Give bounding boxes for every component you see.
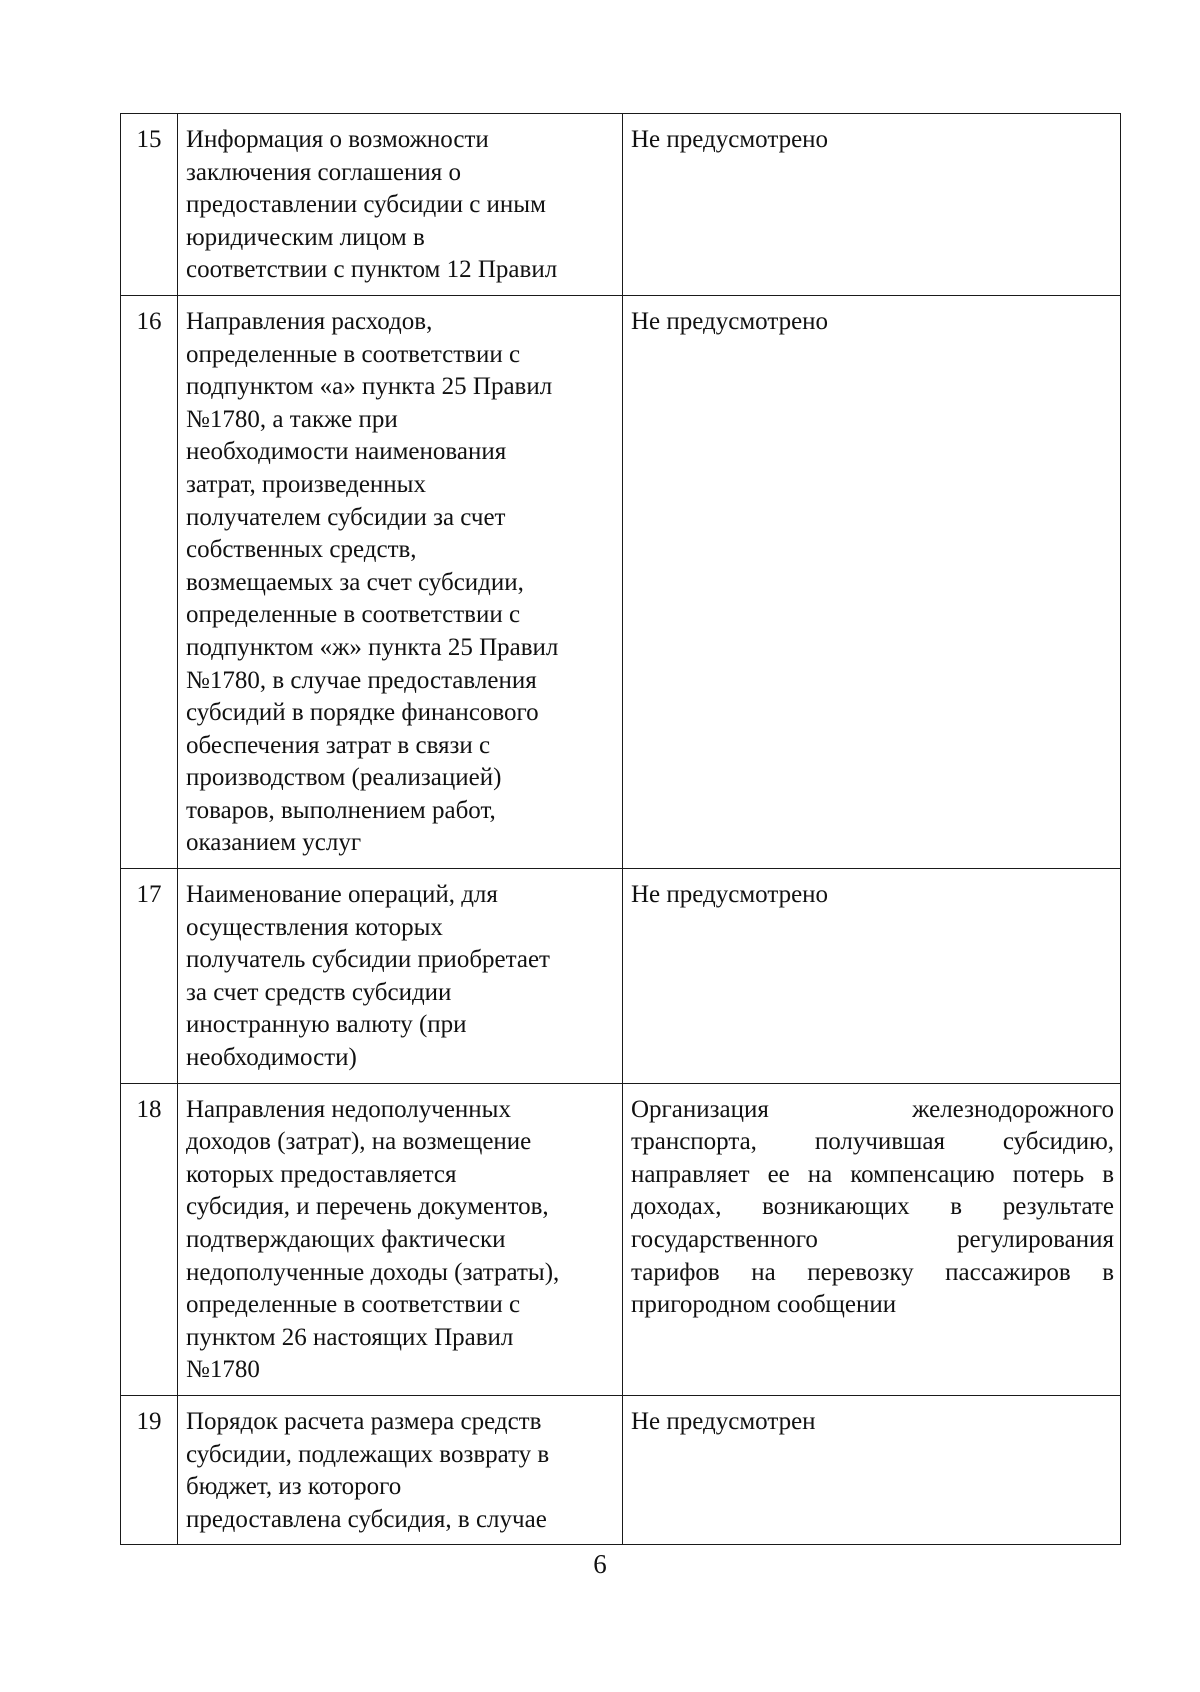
table-row <box>121 1395 1121 1544</box>
text-line: подтверждающих фактически <box>186 1226 506 1253</box>
text-line: предоставлена субсидия, в случае <box>186 1505 547 1533</box>
text-line: которых предоставляется <box>186 1160 457 1188</box>
text-line: Организация железнодорожного <box>631 1095 1114 1123</box>
text-line: тарифов на перевозку пассажиров в <box>631 1258 1114 1286</box>
table-row <box>121 295 1121 868</box>
row-description <box>178 869 623 1084</box>
text-line: бюджет, из которого <box>186 1473 402 1501</box>
text-line: субсидии, подлежащих возврату в <box>186 1440 550 1468</box>
text-line: определенные в соответствии с <box>186 340 521 368</box>
text-line: соответствии с пунктом 12 Правил <box>186 256 558 284</box>
text-line: пригородном сообщении <box>631 1291 897 1319</box>
text-line: иностранную валюту (при <box>186 1011 467 1039</box>
text-line: определенные в соответствии с <box>186 1291 521 1319</box>
row-description <box>178 295 623 868</box>
text-line: получателем субсидии за счет <box>186 503 506 531</box>
text-line: доходов (затрат), на возмещение <box>186 1128 532 1156</box>
text-line: собственных средств, <box>186 536 417 564</box>
table-row <box>121 114 1121 296</box>
text-line: Не предусмотрено <box>631 126 829 153</box>
text-line: Не предусмотрено <box>631 881 829 909</box>
text-line: Направления недополученных <box>186 1095 511 1123</box>
text-line: пунктом 26 настоящих Правил <box>186 1323 514 1351</box>
text-line: обеспечения затрат в связи с <box>186 731 491 759</box>
row-value <box>623 869 1121 1084</box>
row-value <box>623 1395 1121 1544</box>
text-line: субсидия, и перечень документов, <box>186 1193 549 1221</box>
row-number: 19 <box>121 1395 178 1544</box>
text-line: необходимости) <box>186 1044 357 1072</box>
text-line: субсидий в порядке финансового <box>186 699 539 727</box>
table-row <box>121 869 1121 1084</box>
text-line: необходимости наименования <box>186 438 507 466</box>
row-value <box>623 114 1121 296</box>
table-row <box>121 1083 1121 1395</box>
row-number: 18 <box>121 1083 178 1395</box>
text-line: №1780, а также при <box>186 405 398 433</box>
text-line: направляет ее на компенсацию потерь в <box>631 1160 1114 1188</box>
requirements-table <box>120 113 1121 1545</box>
row-description <box>178 1395 623 1544</box>
text-line: возмещаемых за счет субсидии, <box>186 568 524 596</box>
text-line: Не предусмотрен <box>631 1407 816 1435</box>
text-line: товаров, выполнением работ, <box>186 796 496 824</box>
row-number: 16 <box>121 295 178 868</box>
text-line: затрат, произведенных <box>186 470 426 498</box>
text-line: недополученные доходы (затраты), <box>186 1258 560 1286</box>
text-line: Информация о возможности <box>186 126 489 153</box>
text-line: подпунктом «ж» пункта 25 Правил <box>186 633 559 661</box>
text-line: оказанием услуг <box>186 829 362 857</box>
row-number: 17 <box>121 869 178 1084</box>
text-line: Направления расходов, <box>186 307 433 335</box>
text-line: осуществления которых <box>186 913 443 941</box>
text-line: подпунктом «а» пункта 25 Правил <box>186 373 553 401</box>
text-line: Порядок расчета размера средств <box>186 1407 542 1435</box>
row-value <box>623 295 1121 868</box>
row-value <box>623 1083 1121 1395</box>
text-line: №1780 <box>186 1356 260 1384</box>
text-line: за счет средств субсидии <box>186 978 452 1006</box>
text-line: №1780, в случае предоставления <box>186 666 537 694</box>
text-line: транспорта, получившая субсидию, <box>631 1128 1114 1156</box>
text-line: юридическим лицом в <box>186 223 425 251</box>
text-line: Не предусмотрено <box>631 307 829 335</box>
row-description <box>178 1083 623 1395</box>
text-line: Наименование операций, для <box>186 881 498 909</box>
row-description <box>178 114 623 296</box>
text-line: предоставлении субсидии с иным <box>186 191 546 219</box>
text-line: заключения соглашения о <box>186 158 461 186</box>
text-line: получатель субсидии приобретает <box>186 946 550 974</box>
page-number: 6 <box>593 1549 607 1579</box>
text-line: государственного регулирования <box>631 1226 1114 1253</box>
text-line: доходах, возникающих в результате <box>631 1193 1114 1221</box>
text-line: производством (реализацией) <box>186 764 502 792</box>
row-number: 15 <box>121 114 178 296</box>
text-line: определенные в соответствии с <box>186 601 521 629</box>
